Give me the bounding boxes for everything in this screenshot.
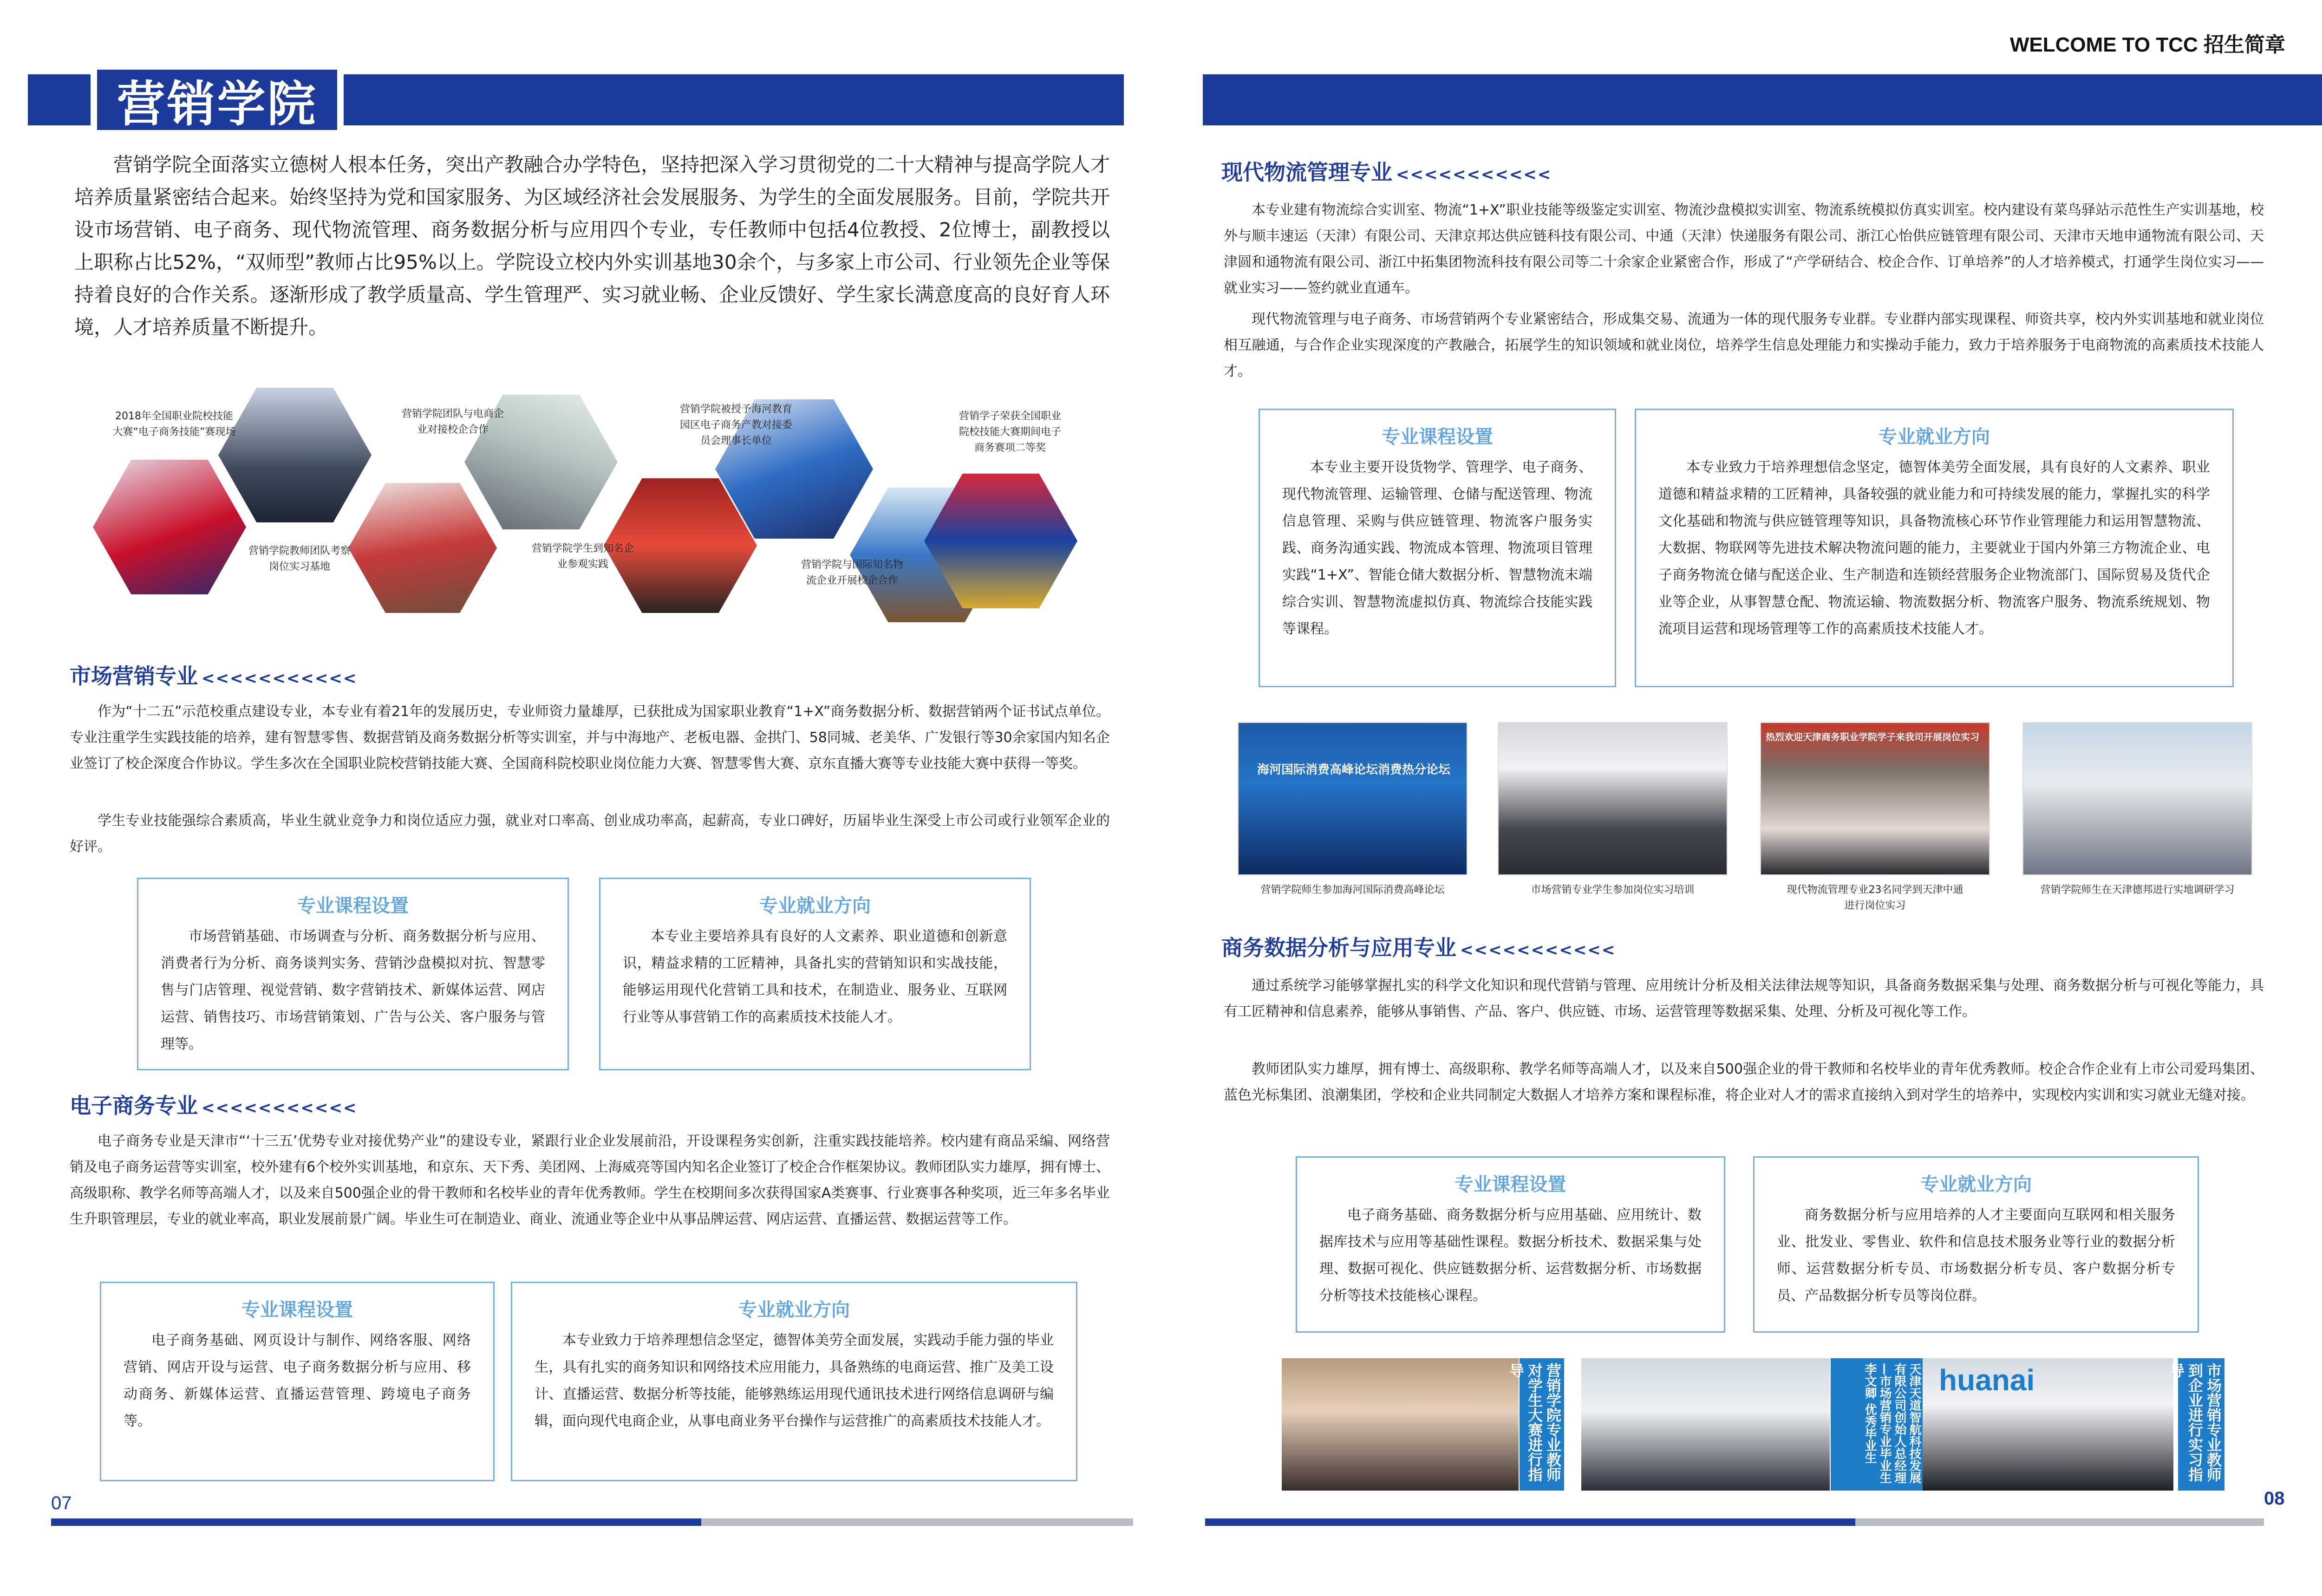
- header-welcome: WELCOME TO TCC 招生简章: [2009, 33, 2285, 56]
- photo-deppon: [2022, 722, 2252, 875]
- data-analysis-course-title: 专业课程设置: [1455, 1174, 1566, 1195]
- ecommerce-course-text: 电子商务基础、网页设计与制作、网络客服、网络营销、网店开设与运营、电子商务数据分析与应用、移动商务、新媒体运营、直播运营管理、跨境电子商务等。: [124, 1332, 471, 1429]
- photo-forum: [1238, 722, 1468, 875]
- data-analysis-job-text: 商务数据分析与应用培养的人才主要面向互联网和相关服务业、批发业、零售业、软件和信息技术服务业等行业的数据分析师、运营数据分析专员、市场数据分析专员、客户数据分析专员、产品数据分析专员等岗位群。: [1777, 1207, 2175, 1304]
- page-number-right: 08: [2264, 1488, 2285, 1509]
- logistics-job-box: [1635, 409, 2234, 687]
- ecommerce-heading: [70, 1089, 357, 1120]
- marketing-course-title: 专业课程设置: [297, 895, 409, 917]
- collage-caption: 营销学院团队与电商企业对接校企合作: [401, 408, 504, 436]
- arrows-decoration: <<<<<<<<<<<: [202, 1099, 358, 1117]
- page-title: 营销学院: [117, 76, 318, 132]
- collage-caption: 营销学院教师团队考察岗位实习基地: [248, 545, 351, 573]
- data-analysis-job-title: 专业就业方向: [1920, 1174, 2032, 1195]
- logistics-title: 现代物流管理专业: [1221, 160, 1392, 185]
- page-title-box: [91, 70, 344, 130]
- arrows-decoration: <<<<<<<<<<<: [1460, 941, 1616, 959]
- hex-photo-enterprise-coop: [348, 483, 497, 613]
- bottom-photo-teachers: [1282, 1358, 1519, 1491]
- logistics-heading: [1221, 156, 1552, 186]
- marketing-heading: [70, 659, 357, 690]
- photo-forum-banner: 海河国际消费高峰论坛消费热分论坛: [1257, 763, 1451, 777]
- intro-paragraph: 营销学院全面落实立德树人根本任务，突出产教融合办学特色，坚持把深入学习贯彻党的二十大精神与提高学院人才培养质量紧密结合起来。始终坚持为党和国家服务、为区域经济社会发展服务、为学生的全面发展服务。目前，学院共开设市场营销、电子商务、现代物流管理、商务数据分析与应用四个专业，专任教师中包括4位教授、2位博士，副教授以上职称占比52%，“双师型”教师占比95%以上。学院设立校内外实训基地30余个，与多家上市公司、行业领先企业等保持着良好的合作关系。逐渐形成了教学质量高、学生管理严、实习就业畅、企业反馈好、学生家长满意度高的良好育人环境，人才培养质量不断提升。: [74, 153, 1110, 339]
- marketing-course-text: 市场营销基础、市场调查与分析、商务数据分析与应用、消费者行为分析、商务谈判实务、营销沙盘模拟对抗、智慧零售与门店管理、视觉营销、数字营销技术、新媒体运营、网店运营、销售技巧、市场营销策划、广告与公关、客户服务与管理等。: [161, 928, 545, 1052]
- photo-caption: 营销学院师生在天津德邦进行实地调研学习: [2040, 884, 2235, 896]
- marketing-job-title: 专业就业方向: [759, 895, 871, 917]
- hex-photo-teacher-visit: [218, 388, 372, 522]
- photo-training: [1498, 722, 1728, 875]
- marketing-title: 市场营销专业: [70, 664, 198, 689]
- data-analysis-heading: [1221, 931, 1616, 962]
- collage-caption: 营销学院学生到知名企业参观实践: [531, 543, 634, 570]
- logistics-paragraph-1: 本专业建有物流综合实训室、物流“1+X”职业技能等级鉴定实训室、物流沙盘模拟实训室、物流系统模拟仿真实训室。校内建设有菜鸟驿站示范性生产实训基地，校外与顺丰速运（天津）有限公司、天津京邦达供应链科技有限公司、中通（天津）快递服务有限公司、浙江心怡供应链管理有限公司、天津市天地申通物流有限公司、天津圆和通物流有限公司、浙江中拓集团物流科技有限公司等二十余家企业紧密合作，形成了“产学研结合、校企合作、订单培养”的人才培养模式，打通学生岗位实习——就业实习——签约就业直通车。: [1224, 202, 2264, 296]
- marketing-job-text: 本专业主要培养具有良好的人文素养、职业道德和创新意识，精益求精的工匠精神，具备扎实的营销知识和实战技能，能够运用现代化营销工具和技术，在制造业、服务业、互联网行业等从事营销工作的高素质技术技能人才。: [623, 928, 1007, 1025]
- data-analysis-course-text: 电子商务基础、商务数据分析与应用基础、应用统计、数据库技术与应用等基础性课程。数据分析技术、数据采集与处理、数据可视化、供应链数据分析、运营数据分析、市场数据分析等技术技能核心课程。: [1319, 1207, 1702, 1304]
- bottom-photo-graduate: [1581, 1358, 1830, 1491]
- data-analysis-paragraph-2: 教师团队实力雄厚，拥有博士、高级职称、教学名师等高端人才，以及来自500强企业的骨干教师和名校毕业的青年优秀教师。校企合作企业有上市公司爱玛集团、蓝色光标集团、浪潮集团，学校和企业共同制定大数据人才培养方案和课程标准，将企业对人才的需求直接纳入到对学生的培养中，实现校内实训和实习就业无缝对接。: [1224, 1061, 2264, 1103]
- photo-zto: [1760, 722, 1990, 875]
- arrows-decoration: <<<<<<<<<<<: [1396, 165, 1552, 184]
- footer-bar-left-gray: [701, 1518, 1133, 1526]
- ecommerce-job-text: 本专业致力于培养理想信念坚定，德智体美劳全面发展，实践动手能力强的毕业生，具有扎实的商务知识和网络技术应用能力，具备熟练的电商运营、推广及美工设计、直播运营、数据分析等技能，能够熟练运用现代通讯技术进行网络信息调研与编辑，面向现代电商企业，从事电商业务平台操作与运营推广的高素质技术技能人才。: [535, 1332, 1054, 1429]
- ecommerce-title: 电子商务专业: [70, 1093, 198, 1118]
- collage-caption: 2018年全国职业院校技能大赛“电子商务技能”赛现场: [112, 410, 236, 438]
- ecommerce-job-title: 专业就业方向: [738, 1299, 850, 1321]
- photo-caption: 现代物流管理专业23名同学到天津中通进行岗位实习: [1787, 884, 1963, 912]
- collage-caption: 营销学院与国际知名物流企业开展校企合作: [801, 559, 903, 586]
- arrows-decoration: <<<<<<<<<<<: [202, 669, 358, 688]
- header-deco-white: [0, 74, 28, 125]
- huanai-logo: huanai: [1939, 1363, 2035, 1397]
- header-deco-blue: [28, 74, 84, 125]
- photo-zto-banner: 热烈欢迎天津商务职业学院学子来我司开展岗位实习: [1766, 731, 1979, 743]
- bottom-banner-1: 营销学院专业教师对学生大赛进行指导: [1520, 1358, 1564, 1491]
- logistics-job-title: 专业就业方向: [1878, 426, 1990, 448]
- ecommerce-paragraph-1: 电子商务专业是天津市“‘十三五’优势专业对接优势产业”的建设专业，紧跟行业企业发展前沿，开设课程务实创新，注重实践技能培养。校内建有商品采编、网络营销及电子商务运营等实训室，校外建有6个校外实训基地，和京东、天下秀、美团网、上海威亮等国内知名企业签订了校企合作框架协议。教师团队实力雄厚，拥有博士、高级职称、教学名师等高端人才，以及来自500强企业的骨干教师和名校毕业的青年优秀教师。学生在校期间多次获得国家A类赛事、行业赛事各种奖项，近三年多名毕业生升职管理层，专业的就业率高，职业发展前景广阔。毕业生可在制造业、商业、流通业等企业中从事品牌运营、网店运营、直播运营、数据运营等工作。: [70, 1133, 1110, 1227]
- data-analysis-course-box: [1296, 1156, 1725, 1333]
- bottom-banner-2: 天津天道智航科技发展有限公司创始人总经理—市场营销专业毕业生李文卿 优秀毕业生: [1831, 1358, 1924, 1491]
- logistics-job-text: 本专业致力于培养理想信念坚定，德智体美劳全面发展，具有良好的人文素养、职业道德和精益求精的工匠精神，具备较强的就业能力和可持续发展的能力，掌握扎实的科学文化基础和物流与供应链管理等知识，具备物流核心环节作业管理能力和运用智慧物流、大数据、物联网等先进技术解决物流问题的能力，主要就业于国内外第三方物流企业、电子商务物流仓储与配送企业、生产制造和连锁经营服务企业物流部门、国际贸易及货代企业等企业，从事智慧仓配、物流运输、物流数据分析、物流客户服务、物流系统规划、物流项目运营和现场管理等工作的高素质技术技能人才。: [1658, 459, 2210, 637]
- ecommerce-course-box: [100, 1282, 495, 1481]
- data-analysis-job-box: [1753, 1156, 2199, 1333]
- photo-caption: 营销学院师生参加海河国际消费高峰论坛: [1260, 884, 1445, 896]
- footer-bar-left-blue: [51, 1518, 701, 1526]
- ecommerce-job-box: [511, 1282, 1077, 1481]
- collage-caption: 营销学子荣获全国职业院校技能大赛期间电子商务赛项二等奖: [959, 410, 1061, 454]
- photo-caption: 市场营销专业学生参加岗位实习培训: [1531, 884, 1695, 896]
- logistics-course-title: 专业课程设置: [1382, 426, 1493, 448]
- footer-bar-right-gray: [1855, 1518, 2264, 1526]
- data-analysis-title: 商务数据分析与应用专业: [1221, 935, 1456, 960]
- marketing-job-box: [599, 878, 1031, 1070]
- data-analysis-paragraph-1: 通过系统学习能够掌握扎实的科学文化知识和现代营销与管理、应用统计分析及相关法律法规等知识，具备商务数据采集与处理、商务数据分析与可视化等能力，具有工匠精神和信息素养，能够从事销售、产品、客户、供应链、市场、运营管理等数据采集、处理、分析及可视化等工作。: [1224, 977, 2264, 1020]
- header-banner-right: [1203, 74, 2322, 125]
- ecommerce-course-title: 专业课程设置: [241, 1299, 353, 1321]
- collage-caption: 营销学院被授予海河教育园区电子商务产教对接委员会理事长单位: [679, 404, 792, 447]
- hex-photo-skills-contest: [93, 460, 246, 594]
- logistics-paragraph-2: 现代物流管理与电子商务、市场营销两个专业紧密结合，形成集交易、流通为一体的现代服务专业群。专业群内部实现课程、师资共享，校内外实训基地和就业岗位相互融通，与合作企业实现深度的产教融合，拓展学生的知识领域和就业岗位，培养学生信息处理能力和实操动手能力，致力于培养服务于电商物流的高素质技术技能人才。: [1224, 311, 2264, 379]
- page-number-left: 07: [51, 1493, 72, 1513]
- logistics-course-box: [1259, 409, 1616, 687]
- marketing-course-box: [137, 878, 569, 1070]
- bottom-banner-3: 市场营销专业教师到企业进行实习指导: [2178, 1358, 2224, 1491]
- marketing-paragraph-1: 作为“十二五”示范校重点建设专业，本专业有着21年的发展历史，专业师资力量雄厚，已获批成为国家职业教育“1+X”商务数据分析、数据营销两个证书试点单位。专业注重学生实践技能的培养，建有智慧零售、数据营销及商务数据分析等实训室，并与中海地产、老板电器、金拱门、58同城、老美华、广发银行等30余家国内知名企业签订了校企深度合作协议。学生多次在全国职业院校营销技能大赛、全国商科院校职业岗位能力大赛、智慧零售大赛、京东直播大赛等专业技能大赛中获得一等奖。: [70, 704, 1110, 772]
- marketing-paragraph-2: 学生专业技能强综合素质高，毕业生就业竞争力和岗位适应力强，就业对口率高、创业成功率高，起薪高，专业口碑好，历届毕业生深受上市公司或行业领军企业的好评。: [70, 813, 1110, 855]
- logistics-course-text: 本专业主要开设货物学、管理学、电子商务、现代物流管理、运输管理、仓储与配送管理、物流信息管理、采购与供应链管理、物流客户服务实践、商务沟通实践、物流成本管理、物流项目管理实践“1+X”、智能仓储大数据分析、智慧物流末端综合实训、智慧物流虚拟仿真、物流综合技能实践等课程。: [1282, 459, 1592, 637]
- footer-bar-right-blue: [1205, 1518, 1855, 1526]
